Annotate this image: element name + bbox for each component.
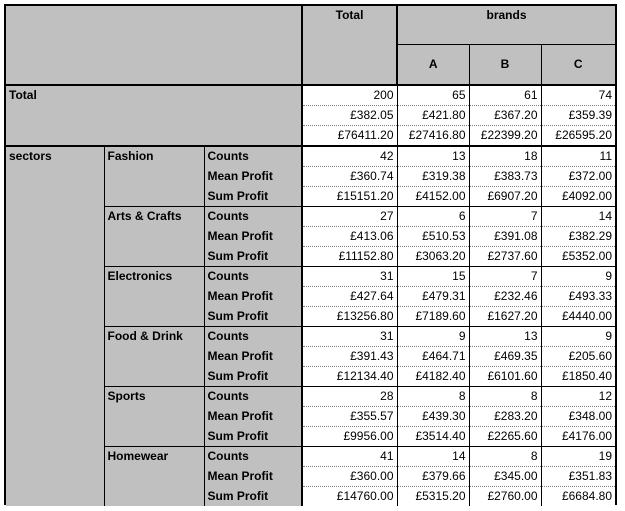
measure-label: Counts (204, 267, 302, 287)
total-sum-cell: £26595.20 (541, 126, 615, 147)
sum-cell: £5315.20 (397, 487, 469, 507)
measure-label: Sum Profit (204, 187, 302, 207)
measure-label: Sum Profit (204, 487, 302, 507)
total-count-cell: 65 (397, 85, 469, 106)
measure-label: Mean Profit (204, 227, 302, 247)
mean-cell: £360.74 (302, 167, 397, 187)
mean-cell: £348.00 (541, 407, 615, 427)
count-cell: 7 (469, 267, 541, 287)
sum-cell: £11152.80 (302, 247, 397, 267)
total-count-cell: 61 (469, 85, 541, 106)
sectors-label: sectors (6, 146, 104, 506)
total-mean-cell: £359.39 (541, 106, 615, 126)
sum-cell: £2265.60 (469, 427, 541, 447)
count-cell: 11 (541, 146, 615, 167)
sum-cell: £4152.00 (397, 187, 469, 207)
mean-cell: £319.38 (397, 167, 469, 187)
measure-label: Mean Profit (204, 167, 302, 187)
mean-cell: £464.71 (397, 347, 469, 367)
total-sum-cell: £76411.20 (302, 126, 397, 147)
sum-cell: £2737.60 (469, 247, 541, 267)
count-cell: 7 (469, 207, 541, 227)
count-cell: 27 (302, 207, 397, 227)
mean-cell: £351.83 (541, 467, 615, 487)
brand-header-a: A (397, 45, 469, 86)
mean-cell: £372.00 (541, 167, 615, 187)
sum-cell: £1850.40 (541, 367, 615, 387)
sum-cell: £15151.20 (302, 187, 397, 207)
sum-cell: £6101.60 (469, 367, 541, 387)
total-sum-cell: £27416.80 (397, 126, 469, 147)
mean-cell: £391.43 (302, 347, 397, 367)
sum-cell: £4440.00 (541, 307, 615, 327)
total-column-header: Total (302, 6, 397, 85)
count-cell: 8 (469, 447, 541, 467)
count-cell: 41 (302, 447, 397, 467)
measure-label: Sum Profit (204, 367, 302, 387)
mean-cell: £427.64 (302, 287, 397, 307)
mean-cell: £510.53 (397, 227, 469, 247)
measure-label: Sum Profit (204, 247, 302, 267)
measure-label: Sum Profit (204, 427, 302, 447)
mean-cell: £493.33 (541, 287, 615, 307)
count-cell: 13 (469, 327, 541, 347)
sum-cell: £6907.20 (469, 187, 541, 207)
total-mean-cell: £382.05 (302, 106, 397, 126)
sum-cell: £6684.80 (541, 487, 615, 507)
brand-header-b: B (469, 45, 541, 86)
count-cell: 14 (397, 447, 469, 467)
sum-cell: £2760.00 (469, 487, 541, 507)
sum-cell: £4092.00 (541, 187, 615, 207)
mean-cell: £391.08 (469, 227, 541, 247)
sector-name: Arts & Crafts (104, 207, 204, 267)
mean-cell: £413.06 (302, 227, 397, 247)
total-mean-cell: £367.20 (469, 106, 541, 126)
mean-cell: £345.00 (469, 467, 541, 487)
count-cell: 8 (397, 387, 469, 407)
sector-name: Fashion (104, 146, 204, 207)
count-cell: 6 (397, 207, 469, 227)
sector-name: Food & Drink (104, 327, 204, 387)
measure-label: Mean Profit (204, 347, 302, 367)
measure-label: Sum Profit (204, 307, 302, 327)
sum-cell: £9956.00 (302, 427, 397, 447)
total-count-cell: 200 (302, 85, 397, 106)
brand-header-c: C (541, 45, 615, 86)
sum-cell: £7189.60 (397, 307, 469, 327)
count-cell: 9 (541, 327, 615, 347)
count-cell: 31 (302, 327, 397, 347)
sum-cell: £5352.00 (541, 247, 615, 267)
mean-cell: £383.73 (469, 167, 541, 187)
measure-label: Mean Profit (204, 407, 302, 427)
measure-label: Counts (204, 146, 302, 167)
mean-cell: £479.31 (397, 287, 469, 307)
total-count-cell: 74 (541, 85, 615, 106)
measure-label: Counts (204, 207, 302, 227)
mean-cell: £283.20 (469, 407, 541, 427)
sum-cell: £4176.00 (541, 427, 615, 447)
corner-cell (6, 6, 302, 85)
sum-cell: £3063.20 (397, 247, 469, 267)
sum-cell: £1627.20 (469, 307, 541, 327)
crosstab-table (6, 6, 615, 506)
sector-name: Electronics (104, 267, 204, 327)
count-cell: 14 (541, 207, 615, 227)
brands-header: brands (397, 6, 615, 45)
mean-cell: £355.57 (302, 407, 397, 427)
sum-cell: £14760.00 (302, 487, 397, 507)
mean-cell: £439.30 (397, 407, 469, 427)
total-row-label: Total (6, 85, 302, 146)
crosstab-frame (4, 4, 617, 505)
count-cell: 18 (469, 146, 541, 167)
count-cell: 42 (302, 146, 397, 167)
total-mean-cell: £421.80 (397, 106, 469, 126)
mean-cell: £205.60 (541, 347, 615, 367)
sector-name: Homewear (104, 447, 204, 507)
sum-cell: £3514.40 (397, 427, 469, 447)
sum-cell: £12134.40 (302, 367, 397, 387)
measure-label: Counts (204, 387, 302, 407)
count-cell: 13 (397, 146, 469, 167)
count-cell: 19 (541, 447, 615, 467)
mean-cell: £360.00 (302, 467, 397, 487)
measure-label: Counts (204, 447, 302, 467)
measure-label: Mean Profit (204, 467, 302, 487)
sum-cell: £4182.40 (397, 367, 469, 387)
count-cell: 28 (302, 387, 397, 407)
mean-cell: £469.35 (469, 347, 541, 367)
count-cell: 9 (397, 327, 469, 347)
mean-cell: £379.66 (397, 467, 469, 487)
sector-name: Sports (104, 387, 204, 447)
count-cell: 15 (397, 267, 469, 287)
count-cell: 8 (469, 387, 541, 407)
mean-cell: £232.46 (469, 287, 541, 307)
measure-label: Counts (204, 327, 302, 347)
mean-cell: £382.29 (541, 227, 615, 247)
count-cell: 31 (302, 267, 397, 287)
count-cell: 9 (541, 267, 615, 287)
sum-cell: £13256.80 (302, 307, 397, 327)
measure-label: Mean Profit (204, 287, 302, 307)
count-cell: 12 (541, 387, 615, 407)
total-sum-cell: £22399.20 (469, 126, 541, 147)
